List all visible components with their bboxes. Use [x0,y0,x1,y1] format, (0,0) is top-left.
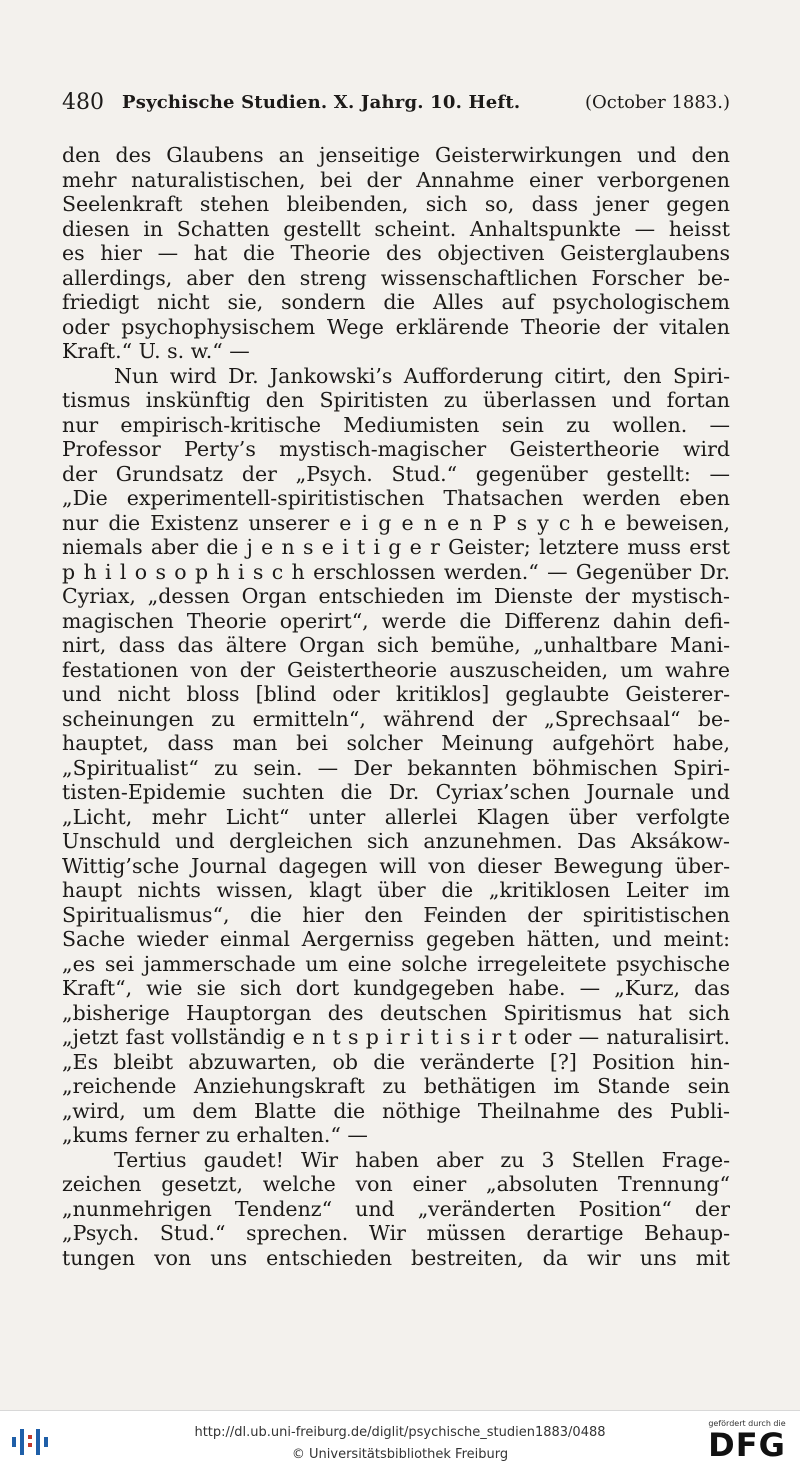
viewer-footer [0,1410,800,1473]
text-line: der Grundsatz der „Psych. Stud.“ gegenüber gestellt: — [62,461,730,486]
text-line: tungen von uns entschieden bestreiten, da wir uns mit [62,1245,730,1270]
copyright-notice: © Universitätsbibliothek Freiburg [291,1447,509,1462]
text-line: oder psychophysischem Wege erklärende Theorie der vitalen [62,314,730,339]
text-line: „kums ferner zu erhalten.“ — [62,1123,368,1147]
text-line: Professor Perty’s mystisch-magischer Geistertheorie wird [62,437,730,461]
text-line: „jetzt fast vollständig e n t s p i r i t i s i r t oder — naturalisirt. [62,1025,730,1049]
body-text [62,143,730,1270]
text-line: und nicht bloss [blind oder kritiklos] geglaubte Geisterer- [62,682,730,706]
text-line: Cyriax, „dessen Organ entschieden im Dienste der mystisch- [62,584,730,608]
text-line: diesen in Schatten gestellt scheint. Anhaltspunkte — heisst [62,216,730,241]
text-line: „wird, um dem Blatte die nöthige Theilnahme des Publi- [62,1098,730,1123]
text-line: Sache wieder einmal Aergerniss gegeben hätten, und meint: [62,927,730,951]
text-line: allerdings, aber den streng wissenschaftlichen Forscher be- [62,265,730,290]
text-line: scheinungen zu ermitteln“, während der „Sprechsaal“ be- [62,706,730,731]
text-line: festationen von der Geistertheorie auszuscheiden, um wahre [62,657,730,682]
text-line: „Die experimentell-spiritistischen Thatsachen werden eben [62,486,730,510]
text-line: p h i l o s o p h i s c h erschlossen werden.“ — Gegenüber Dr. [62,559,730,584]
text-line: mehr naturalistischen, bei der Annahme einer verborgenen [62,167,730,192]
text-line: „Spiritualist“ zu sein. — Der bekannten böhmischen Spiri- [62,755,730,780]
text-line: Nun wird Dr. Jankowski’s Aufforderung citirt, den Spiri- [114,363,730,388]
text-line: den des Glaubens an jenseitige Geisterwirkungen und den [62,143,730,167]
text-line: tisten-Epidemie suchten die Dr. Cyriax’schen Journale und [62,780,730,804]
text-line: „Psych. Stud.“ sprechen. Wir müssen derartige Behaup- [62,1221,730,1245]
dfg-wordmark: DFG [708,1426,786,1464]
dfg-logo [704,1419,790,1469]
text-line: „Es bleibt abzuwarten, ob die veränderte [?] Position hin- [62,1049,730,1074]
text-line: friedigt nicht sie, sondern die Alles auf psychologischem [62,290,730,314]
text-line: es hier — hat die Theorie des objectiven Geisterglaubens [62,241,730,265]
text-line: Spiritualismus“, die hier den Feinden der spiritistischen [62,902,730,927]
page-number: 480 [62,90,104,115]
text-line: „reichende Anziehungskraft zu bethätigen im Stande sein [62,1074,730,1098]
document-url-link[interactable]: http://dl.ub.uni-freiburg.de/diglit/psychische_studien1883/0488 [194,1425,606,1440]
running-title: Psychische Studien. X. Jahrg. 10. Heft. [122,92,521,113]
text-line: „bisherige Hauptorgan des deutschen Spiritismus hat sich [62,1000,730,1025]
text-line: Unschuld und dergleichen sich anzunehmen. Das Aksákow- [62,829,730,853]
text-line: hauptet, dass man bei solcher Meinung aufgehört habe, [62,731,730,755]
issue-date: (October 1883.) [585,92,730,113]
text-line: „es sei jammerschade um eine solche irregeleitete psychische [62,951,730,976]
text-line: nur empirisch-kritische Mediumisten sein zu wollen. — [62,412,730,437]
text-line: tismus inskünftig den Spiritisten zu überlassen und fortan [62,388,730,412]
text-line: zeichen gesetzt, welche von einer „absoluten Trennung“ [62,1172,730,1196]
text-line: Kraft“, wie sie sich dort kundgegeben habe. — „Kurz, das [62,976,730,1000]
text-line: niemals aber die j e n s e i t i g e r Geister; letztere muss erst [62,535,730,559]
text-line: nur die Existenz unserer e i g e n e n P s y c h e beweisen, [62,510,730,535]
text-line: haupt nichts wissen, klagt über die „kritiklosen Leiter im [62,878,730,902]
text-line: Kraft.“ U. s. w.“ — [62,339,250,363]
text-line: Wittig’sche Journal dagegen will von dieser Bewegung über- [62,853,730,878]
sponsor-caption: gefördert durch die [708,1419,786,1428]
text-line: nirt, dass das ältere Organ sich bemühe, „unhaltbare Mani- [62,633,730,657]
text-line: Tertius gaudet! Wir haben aber zu 3 Stellen Frage- [114,1147,730,1172]
text-line: Seelenkraft stehen bleibenden, sich so, dass jener gegen [62,192,730,216]
text-line: „Licht, mehr Licht“ unter allerlei Klagen über verfolgte [62,804,730,829]
text-line: magischen Theorie operirt“, werde die Differenz dahin defi- [62,608,730,633]
page-header [62,90,730,120]
text-line: „nunmehrigen Tendenz“ und „veränderten Position“ der [62,1196,730,1221]
